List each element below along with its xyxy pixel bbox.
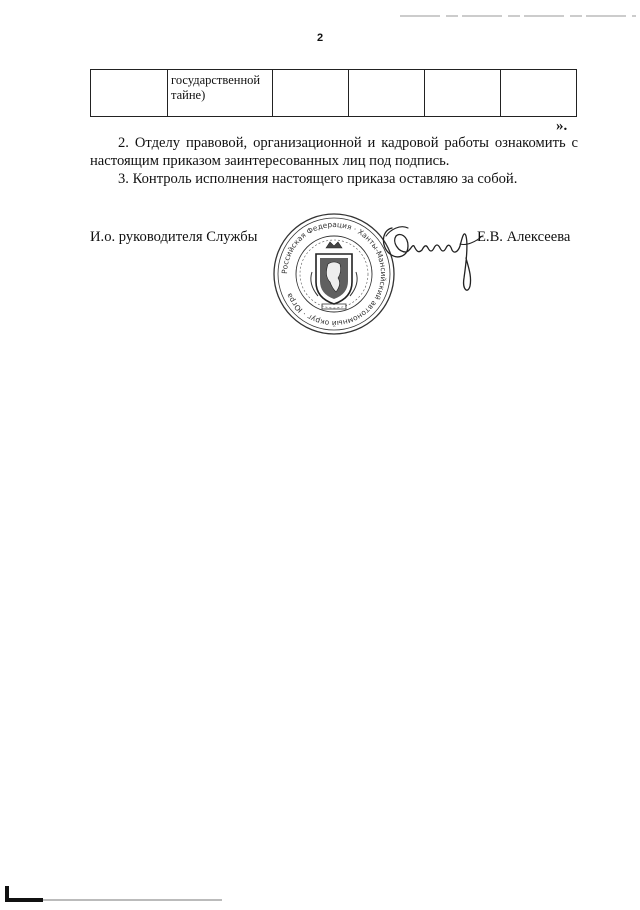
scan-corner-mark xyxy=(0,876,230,905)
document-body xyxy=(90,134,578,188)
handwritten-signature-icon xyxy=(378,206,484,302)
table-cell xyxy=(273,70,349,117)
page-number: 2 xyxy=(316,32,324,44)
table-cell xyxy=(349,70,425,117)
closing-quote: ». xyxy=(556,118,568,134)
signatory-position: И.о. руководителя Службы xyxy=(90,229,258,245)
table-cell xyxy=(501,70,577,117)
paragraph: 3. Контроль исполнения настоящего приказа оставляю за собой. xyxy=(118,171,518,187)
table-cell: государственной тайне) xyxy=(168,70,273,117)
table-cell xyxy=(425,70,501,117)
table-row xyxy=(91,70,577,117)
scan-edge-mark-top xyxy=(400,4,636,6)
table-cell xyxy=(91,70,168,117)
document-table xyxy=(90,69,577,117)
seal-ring-text: Российская Федерация · Ханты-Мансийский автономный округ · Югра xyxy=(279,219,389,329)
paragraph: 2. Отделу правовой, организационной и кадровой работы ознакомить с настоящим приказом заинтересованных лиц под подпись. xyxy=(90,135,578,169)
signatory-name: Е.В. Алексеева xyxy=(477,229,571,245)
